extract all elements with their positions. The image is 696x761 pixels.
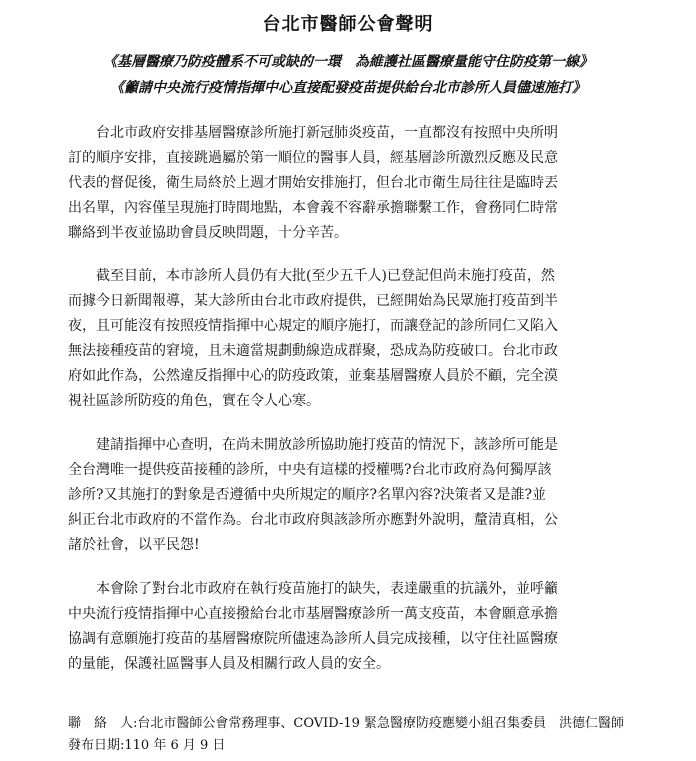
paragraph-line: 糾正台北市政府的不當作為。台北市政府與該診所亦應對外說明，釐清真相，公	[68, 512, 558, 528]
paragraph-line: 協調有意願施打疫苗的基層醫療院所儘速為診所人員完成接種，以守住社區醫療	[68, 631, 558, 647]
document-subtitle-1: 《基層醫療乃防疫體系不可或缺的一環 為維護社區醫療量能守住防疫第一線》	[103, 54, 593, 70]
paragraph-1	[68, 121, 648, 246]
paragraph-line: 的量能，保護社區醫事人員及相關行政人員的安全。	[68, 656, 390, 672]
paragraph-line: 夜，且可能沒有按照疫情指揮中心規定的順序施打，而讓登記的診所同仁又陷入	[68, 318, 558, 334]
paragraph-line: 中央流行疫情指揮中心直接撥給台北市基層醫療診所一萬支疫苗，本會願意承擔	[68, 606, 558, 622]
paragraph-line: 本會除了對台北市政府在執行疫苗施打的缺失，表達嚴重的抗議外，並呼籲	[68, 581, 558, 597]
paragraph-2	[68, 264, 648, 414]
paragraph-4	[68, 577, 648, 677]
paragraph-line: 代表的督促後，衛生局終於上週才開始安排施打，但台北市衛生局往往是臨時丟	[68, 175, 558, 191]
paragraph-line: 視社區診所防疫的角色，實在令人心寒。	[68, 393, 320, 409]
paragraph-line: 診所?又其施打的對象是否遵循中央所規定的順序?名單內容?決策者又是誰?並	[68, 487, 547, 503]
document-subtitle-2: 《籲請中央流行疫情指揮中心直接配發疫苗提供給台北市診所人員儘速施打》	[110, 80, 586, 96]
release-date: 發布日期:110 年 6 月 9 日	[68, 738, 226, 753]
paragraph-line: 府如此作為，公然違反指揮中心的防疫政策，並棄基層醫療人員於不顧，完全漠	[68, 368, 558, 384]
paragraph-line: 而據今日新聞報導，某大診所由台北市政府提供，已經開始為民眾施打疫苗到半	[68, 293, 558, 309]
contact-line: 聯 絡 人:台北市醫師公會常務理事、COVID-19 緊急醫療防疫應變小組召集委員 洪德仁醫師	[68, 716, 625, 731]
document-footer	[68, 713, 668, 757]
paragraph-line: 訂的順序安排，直接跳過屬於第一順位的醫事人員，經基層診所激烈反應及民意	[68, 150, 558, 166]
paragraph-line: 諸於社會，以平民怨!	[68, 537, 200, 553]
paragraph-line: 建請指揮中心查明，在尚未開放診所協助施打疫苗的情況下，該診所可能是	[68, 437, 558, 453]
paragraph-line: 截至目前，本市診所人員仍有大批(至少五千人)已登記但尚未施打疫苗，然	[68, 268, 555, 284]
paragraph-line: 聯絡到半夜並協助會員反映問題，十分辛苦。	[68, 225, 348, 241]
paragraph-line: 台北市政府安排基層醫療診所施打新冠肺炎疫苗，一直都沒有按照中央所明	[68, 125, 558, 141]
document-title: 台北市醫師公會聲明	[262, 14, 434, 35]
paragraph-line: 無法接種疫苗的窘境，且未適當規劃動線造成群聚，恐成為防疫破口。台北市政	[68, 343, 558, 359]
paragraph-line: 全台灣唯一提供疫苗接種的診所，中央有這樣的授權嗎?台北市政府為何獨厚該	[68, 462, 552, 478]
paragraph-3	[68, 433, 648, 558]
paragraph-line: 出名單，內容僅呈現施打時間地點，本會義不容辭承擔聯繫工作，會務同仁時常	[68, 200, 558, 216]
